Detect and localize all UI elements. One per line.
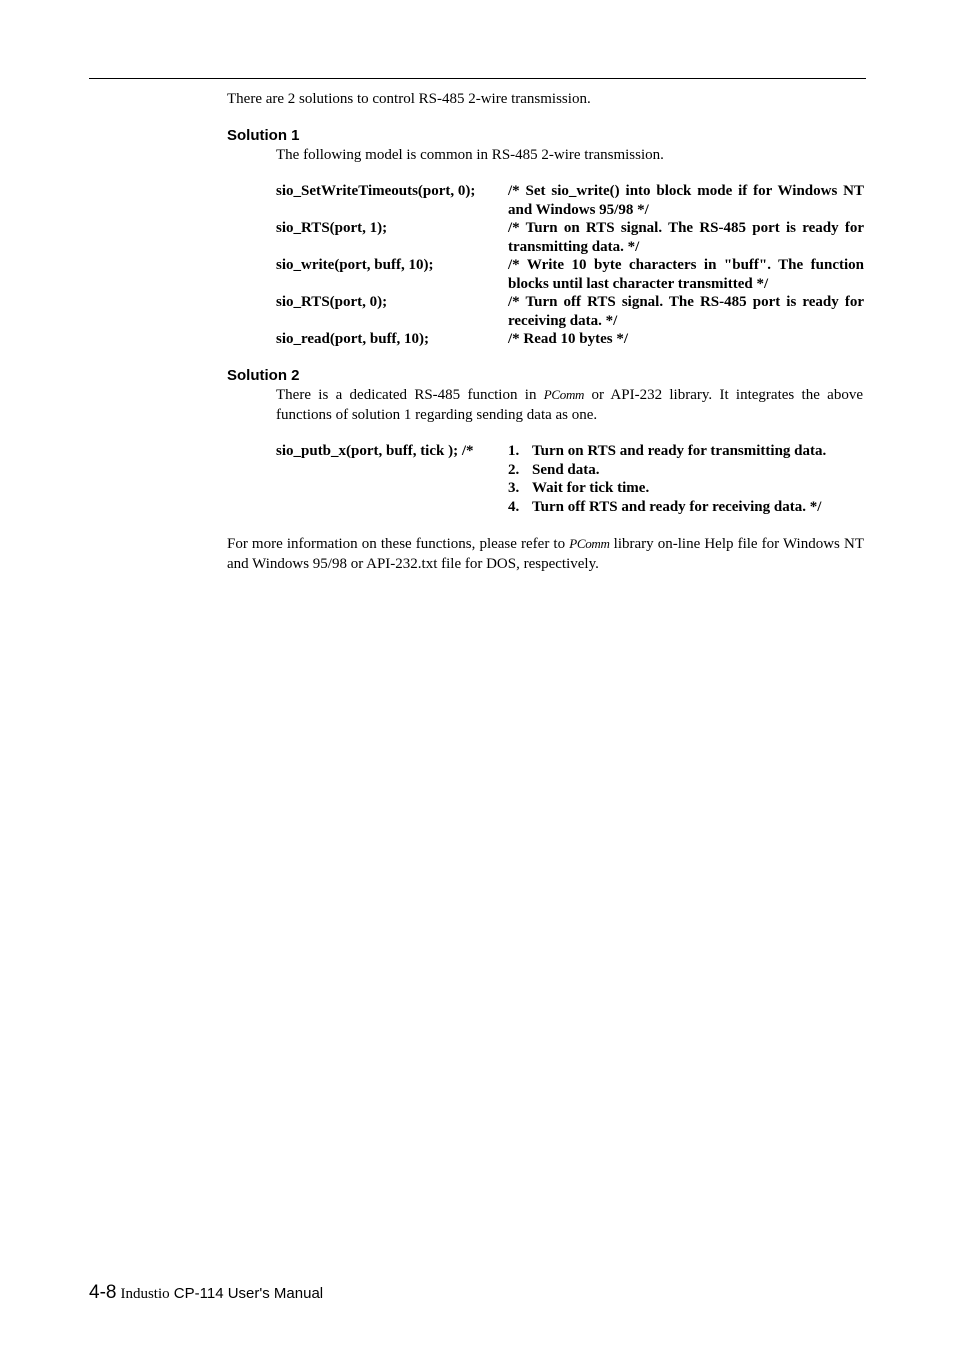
code-function: sio_write(port, buff, 10);	[276, 257, 434, 273]
code-row	[276, 182, 864, 219]
code-function: sio_RTS(port, 1);	[276, 220, 388, 236]
code-row	[276, 330, 864, 349]
code-function: sio_read(port, buff, 10);	[276, 331, 430, 347]
outro-after: library on-line Help file for Windows NT and Windows 95/98 or API-232.txt file for DOS, respectively.	[227, 536, 864, 572]
code-comment: /* Turn off RTS signal. The RS-485 port is ready for receiving data. */	[508, 294, 864, 329]
solution-2-code-table	[276, 442, 864, 516]
solution-1-description: The following model is common in RS-485 2-wire transmission.	[276, 147, 664, 163]
code-comment: /* Turn on RTS signal. The RS-485 port is ready for transmitting data. */	[508, 220, 864, 255]
code-row	[276, 293, 864, 330]
code-row	[276, 256, 864, 293]
footer-brand: Industio	[120, 1286, 170, 1302]
intro-text: There are 2 solutions to control RS-485 2-wire transmission.	[227, 91, 591, 107]
solution-2-heading: Solution 2	[227, 367, 300, 384]
list-item	[508, 442, 864, 461]
outro-before: For more information on these functions, please refer to	[227, 536, 570, 552]
step-number: 3.	[508, 480, 520, 496]
code-comment: /* Read 10 bytes */	[508, 331, 628, 347]
step-text: Turn on RTS and ready for transmitting data.	[532, 443, 827, 459]
code-row	[276, 442, 864, 516]
solution-2-description	[276, 385, 863, 425]
list-item	[508, 479, 864, 498]
step-number: 1.	[508, 443, 520, 459]
step-text: Send data.	[532, 461, 600, 478]
code-comment: /* Set sio_write() into block mode if for Windows NT and Windows 95/98 */	[508, 183, 864, 218]
code-row	[276, 219, 864, 256]
page-number: 4-8	[89, 1282, 117, 1303]
code-function: sio_RTS(port, 0);	[276, 294, 388, 310]
code-function: sio_SetWriteTimeouts(port, 0);	[276, 183, 476, 199]
pcomm-name: PComm	[543, 387, 585, 402]
outro-text	[227, 534, 864, 574]
code-function: sio_putb_x(port, buff, tick ); /*	[276, 443, 474, 459]
list-item	[508, 461, 864, 480]
step-number: 2.	[508, 461, 520, 478]
step-number: 4.	[508, 498, 520, 515]
steps-list	[508, 442, 864, 516]
page-footer	[89, 1282, 323, 1304]
solution-1-code-table	[276, 182, 864, 349]
list-item	[508, 498, 864, 517]
pcomm-name: PComm	[569, 536, 610, 551]
footer-title: CP-114 User's Manual	[169, 1285, 324, 1302]
solution-2-desc-after: or API-232 library. It integrates the above functions of solution 1 regarding sending data as one.	[276, 387, 863, 423]
step-text: Wait for tick time.	[532, 480, 650, 496]
step-text: Turn off RTS and ready for receiving data. */	[532, 498, 822, 515]
solution-1-heading: Solution 1	[227, 127, 300, 144]
top-rule	[89, 78, 866, 79]
code-comment: /* Write 10 byte characters in "buff". The function blocks until last character transmitted */	[508, 257, 864, 292]
solution-2-desc-before: There is a dedicated RS-485 function in	[276, 387, 544, 403]
